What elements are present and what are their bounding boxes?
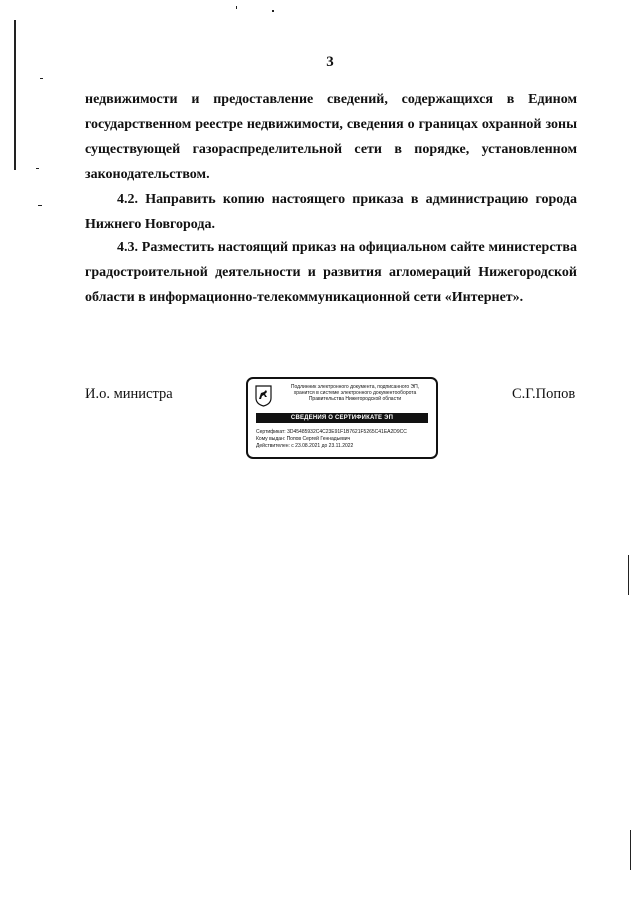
certificate-validity: Действителен: с 23.08.2021 до 23.11.2022 <box>256 443 354 449</box>
stamp-header-line: хранится в системе электронного документооборота <box>293 390 417 396</box>
scan-speck <box>40 78 43 79</box>
paragraph-continuation <box>85 87 577 187</box>
text-line: государственном реестре недвижимости, сведения о границах охранной зоны <box>85 117 577 132</box>
scan-speck <box>272 10 274 12</box>
text-line: области в информационно-телекоммуникационной сети «Интернет». <box>85 290 524 305</box>
page-number: 3 <box>326 54 334 70</box>
scan-speck <box>38 205 42 206</box>
text-line: существующей газораспределительной сети в порядке, установленном <box>85 142 577 157</box>
stamp-header-line: Правительства Нижегородской области <box>308 396 402 402</box>
stamp-title-bar: СВЕДЕНИЯ О СЕРТИФИКАТЕ ЭП <box>256 413 428 423</box>
signatory-position: И.о. министра <box>85 386 173 402</box>
scan-edge-line <box>14 20 16 170</box>
text-line: Нижнего Новгорода. <box>85 217 215 232</box>
signatory-name: С.Г.Попов <box>512 386 576 402</box>
text-line: градостроительной деятельности и развития агломераций Нижегородской <box>85 265 577 280</box>
scan-speck <box>236 6 237 9</box>
coat-of-arms-icon <box>255 385 272 407</box>
scan-speck <box>36 168 39 169</box>
certificate-owner: Кому выдан: Попов Сергей Геннадьевич <box>256 436 351 442</box>
scan-edge-line <box>630 830 631 870</box>
stamp-header-line: Подлинник электронного документа, подписанного ЭП, <box>290 384 420 390</box>
text-line: недвижимости и предоставление сведений, содержащихся в Едином <box>85 92 577 107</box>
text-line: 4.2. Направить копию настоящего приказа в администрацию города <box>117 192 577 207</box>
item-4-2 <box>85 187 577 237</box>
stamp-header <box>276 384 434 402</box>
stamp-details <box>256 429 434 450</box>
item-4-3 <box>85 235 577 310</box>
scan-edge-line <box>628 555 629 595</box>
certificate-number: Сертификат: 3D45485932C4C23E91F1B7621F5265C41EA2D9CC <box>256 429 407 435</box>
electronic-signature-stamp <box>246 377 438 459</box>
text-line: 4.3. Разместить настоящий приказ на официальном сайте министерства <box>117 240 577 255</box>
text-line: законодательством. <box>85 167 210 182</box>
